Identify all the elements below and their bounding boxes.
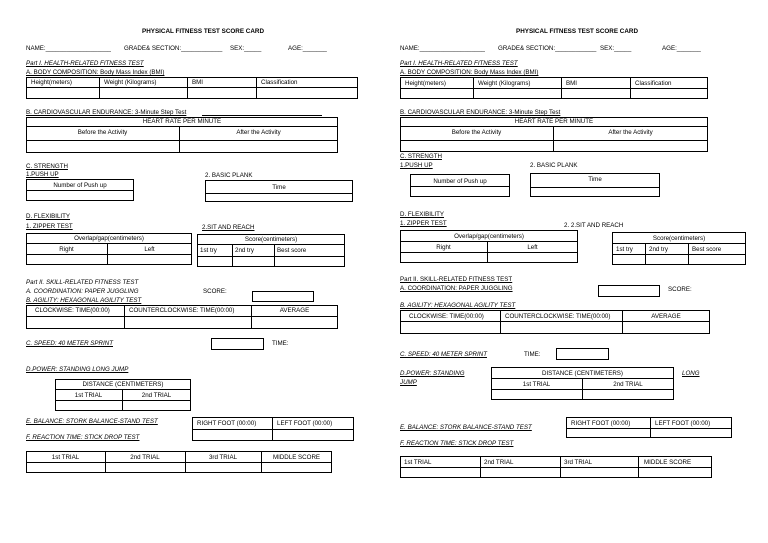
zipper-label: 1. ZIPPER TEST: [26, 223, 73, 230]
plank-label: 2. BASIC PLANK: [205, 172, 253, 179]
sitreach-header: Score(centimeters): [652, 235, 706, 242]
sitreach-label: 2. 2.SIT AND REACH: [564, 222, 624, 229]
coordination-score-box[interactable]: [598, 285, 660, 297]
age-field[interactable]: AGE:_______: [288, 45, 327, 52]
hr-col-before: Before the Activity: [451, 129, 502, 136]
reaction-col-middle: MIDDLE SCORE: [272, 454, 321, 461]
reaction-title: F. REACTION TIME: STICK DROP TEST: [26, 434, 140, 441]
balance-title: E. BALANCE: STORK BALANCE-STAND TEST: [400, 424, 532, 431]
power-title-b: JUMP: [400, 379, 417, 386]
heart-rate-header: HEART RATE PER MINUTE: [514, 118, 594, 125]
balance-col-left: LEFT FOOT (00:00): [655, 420, 711, 427]
bmi-col-class: Classification: [261, 79, 298, 86]
pushup-col: Number of Push up: [53, 182, 107, 189]
agility-col-cw: CLOCKWISE: TIME(00:00): [35, 307, 110, 314]
balance-col-right: RIGHT FOOT (00:00): [571, 420, 631, 427]
power-header: DISTANCE (CENTIMETERS): [541, 370, 623, 377]
power-header: DISTANCE (CENTIMETERS): [82, 381, 164, 388]
card-title: PHYSICAL FITNESS TEST SCORE CARD: [516, 28, 638, 35]
coordination-score-label: SCORE:: [203, 288, 227, 295]
pushup-label: 1.PUSH UP: [400, 162, 433, 169]
card-title: PHYSICAL FITNESS TEST SCORE CARD: [142, 28, 264, 35]
bmi-col-weight: Weight (Kilograms): [478, 80, 531, 87]
bmi-col-weight: Weight (Kilograms): [104, 79, 157, 86]
age-field[interactable]: AGE:_______: [662, 45, 701, 52]
agility-col-ccw: COUNTERCLOCKWISE: TIME(00:00): [129, 307, 235, 314]
flex-title: D. FLEXIBILITY: [26, 213, 71, 220]
power-title-a: D.POWER: STANDING: [400, 370, 465, 377]
reaction-col-2nd: 2nd TRIAL: [130, 454, 160, 461]
coordination-score-box[interactable]: [252, 291, 314, 302]
sitreach-col-1st: 1st try: [200, 247, 217, 254]
body-comp-title: A. BODY COMPOSITION: Body Mass Index (BMI): [26, 69, 165, 76]
zipper-col-right: Right: [59, 246, 74, 253]
cardio-title: B. CARDIOVASCULAR ENDURANCE: 3-Minute Step Test: [400, 109, 561, 116]
heart-rate-header: HEART RATE PER MINUTE: [142, 118, 222, 125]
power-col-1st: 1st TRIAL: [74, 392, 103, 399]
plank-label: 2. BASIC PLANK: [530, 162, 578, 169]
strength-title: C. STRENGTH: [400, 153, 442, 160]
name-field[interactable]: NAME:___________________: [400, 45, 485, 52]
name-field[interactable]: NAME:___________________: [26, 45, 111, 52]
reaction-col-2nd: 2nd TRIAL: [484, 459, 514, 466]
speed-title: C. SPEED: 40 METER SPRINT: [26, 340, 113, 347]
sitreach-label: 2.SIT AND REACH: [202, 224, 255, 231]
agility-col-cw: CLOCKWISE: TIME(00:00): [409, 313, 484, 320]
sitreach-col-best: Best score: [692, 246, 722, 253]
reaction-col-1st: 1st TRIAL: [51, 454, 80, 461]
coordination-score-label: SCORE:: [668, 286, 692, 293]
speed-time-box[interactable]: [556, 348, 609, 360]
speed-title: C. SPEED: 40 METER SPRINT: [400, 351, 487, 358]
cardio-title: B. CARDIOVASCULAR ENDURANCE: 3-Minute Step Test: [26, 109, 187, 116]
flex-title: D. FLEXIBILITY: [400, 211, 445, 218]
sex-field[interactable]: SEX:_____: [600, 45, 632, 52]
zipper-col-left: Left: [527, 244, 538, 251]
speed-time-label: TIME:: [524, 351, 541, 358]
power-col-1st: 1st TRIAL: [522, 381, 551, 388]
part2-title: Part II. SKILL-RELATED FITNESS TEST: [26, 279, 139, 286]
speed-time-label: TIME:: [272, 340, 289, 347]
reaction-col-3rd: 3rd TRIAL: [208, 454, 238, 461]
grade-section-field[interactable]: GRADE& SECTION:____________: [498, 45, 597, 52]
agility-col-ccw: COUNTERCLOCKWISE: TIME(00:00): [505, 313, 611, 320]
strength-title: C. STRENGTH: [26, 163, 68, 170]
agility-title: B. AGILITY: HEXAGONAL AGILITY TEST: [26, 297, 142, 304]
sitreach-col-best: Best score: [277, 247, 307, 254]
reaction-col-3rd: 3rd TRIAL: [564, 459, 593, 466]
balance-title: E. BALANCE: STORK BALANCE-STAND TEST: [26, 418, 158, 425]
coordination-title: A. COORDINATION: PAPER JUGGLING: [400, 285, 513, 292]
pushup-label: 1.PUSH UP: [26, 171, 59, 178]
hr-col-before: Before the Activity: [77, 129, 128, 136]
hr-col-after: After the Activity: [236, 129, 281, 136]
bmi-col-bmi: BMI: [192, 79, 204, 86]
power-col-2nd: 2nd TRIAL: [141, 392, 172, 399]
body-comp-title: A. BODY COMPOSITION: Body Mass Index (BMI): [400, 69, 539, 76]
part2-title: Part II. SKILL-RELATED FITNESS TEST: [400, 276, 513, 283]
sitreach-header: Score(centimeters): [244, 236, 298, 243]
sitreach-col-1st: 1st try: [616, 246, 633, 253]
agility-col-avg: AVERAGE: [279, 307, 310, 314]
agility-col-avg: AVERAGE: [651, 313, 681, 320]
zipper-label: 1. ZIPPER TEST: [400, 220, 447, 227]
score-card-left: [22, 0, 382, 543]
bmi-col-height: Height(meters): [405, 80, 446, 87]
zipper-col-left: Left: [144, 246, 155, 253]
plank-col: Time: [272, 184, 286, 191]
hr-col-after: After the Activity: [608, 129, 653, 136]
sitreach-col-2nd: 2nd try: [235, 247, 254, 254]
part1-title: Part I. HEALTH-RELATED FITNESS TEST: [26, 60, 144, 67]
bmi-col-class: Classification: [635, 80, 672, 87]
bmi-col-height: Height(meters): [31, 79, 72, 86]
power-col-2nd: 2nd TRIAL: [613, 381, 643, 388]
reaction-title: F. REACTION TIME: STICK DROP TEST: [400, 440, 514, 447]
zipper-header: Overlap/gap(centimeters): [454, 233, 524, 240]
power-title-c: LONG: [682, 370, 700, 377]
speed-time-box[interactable]: [211, 338, 264, 350]
sitreach-col-2nd: 2nd try: [649, 246, 668, 253]
zipper-col-right: Right: [436, 244, 451, 251]
reaction-col-1st: 1st TRIAL: [404, 459, 432, 466]
part1-title: Part I. HEALTH-RELATED FITNESS TEST: [400, 60, 518, 67]
bmi-height-cell[interactable]: [26, 88, 99, 99]
plank-col: Time: [588, 176, 602, 183]
power-title: D.POWER: STANDING LONG JUMP: [26, 366, 129, 373]
pushup-col: Number of Push up: [433, 178, 487, 185]
grade-section-field[interactable]: GRADE& SECTION:____________: [124, 45, 223, 52]
agility-title: B. AGILITY: HEXAGONAL AGILITY TEST: [400, 302, 516, 309]
balance-col-right: RIGHT FOOT (00:00): [197, 420, 257, 427]
reaction-col-middle: MIDDLE SCORE: [644, 459, 692, 466]
coordination-title: A. COORDINATION: PAPER JUGGLING: [26, 288, 139, 295]
zipper-header: Overlap/gap(centimeters): [74, 235, 144, 242]
sex-field[interactable]: SEX:_____: [230, 45, 262, 52]
balance-col-left: LEFT FOOT (00:00): [277, 420, 333, 427]
bmi-col-bmi: BMI: [566, 80, 578, 87]
score-card-right: [398, 0, 758, 543]
